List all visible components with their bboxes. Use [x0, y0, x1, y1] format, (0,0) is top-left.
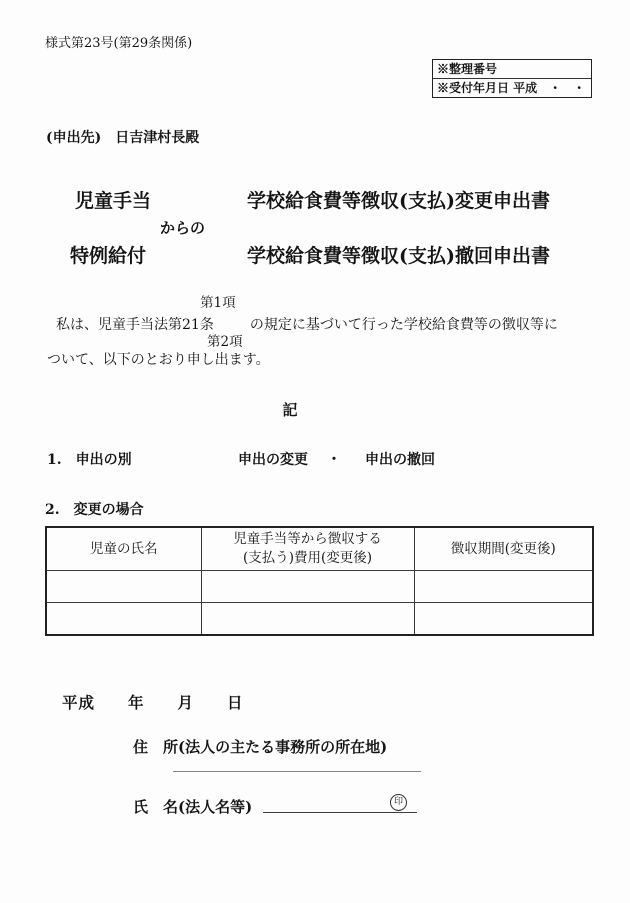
address-fill-line [173, 755, 421, 772]
table-row [46, 571, 593, 603]
office-use-stamp-box [432, 59, 592, 98]
item1-label: 1. 申出の別 [47, 452, 132, 468]
date-line: 平成 年 月 日 [62, 693, 244, 712]
clause-paragraph-2: 第2項 [207, 334, 243, 350]
col-header-cost [201, 527, 414, 571]
col-header-child-name: 児童の氏名 [46, 527, 201, 571]
col-header-cost-line1: 児童手当等から徴収する [233, 531, 382, 547]
ki-heading: 記 [282, 401, 298, 419]
cell-period-1 [414, 571, 593, 603]
name-fill-line [263, 795, 417, 813]
declaration-line-1-end: の規定に基づいて行った学校給食費等の徴収等に [249, 317, 558, 333]
cell-period-2 [414, 603, 593, 636]
title-child-allowance: 児童手当 [75, 190, 152, 212]
address-label: 住 所(法人の主たる事務所の所在地) [133, 738, 388, 756]
cell-child-name-2 [46, 603, 201, 636]
form-number: 様式第23号(第29条関係) [45, 36, 193, 51]
declaration-line-2: ついて、以下のとおり申し出ます。 [47, 352, 270, 368]
option-change: 申出の変更 [238, 452, 308, 468]
cell-cost-2 [201, 603, 414, 636]
option-withdraw: 申出の撤回 [365, 452, 435, 468]
option-separator-dot: ・ [327, 452, 341, 468]
received-date-row: ※受付年月日 平成 ・ ・ [437, 81, 586, 95]
table-row [46, 603, 593, 636]
title-special-benefit: 特例給付 [70, 245, 147, 267]
clause-paragraph-1: 第1項 [200, 295, 236, 311]
col-header-period: 徴収期間(変更後) [414, 527, 593, 571]
title-withdraw-application: 学校給食費等徴収(支払)撤回申出書 [247, 245, 550, 267]
cell-child-name-1 [46, 571, 201, 603]
table-header-row [46, 527, 593, 571]
addressee: (申出先) 日吉津村長殿 [46, 130, 200, 146]
declaration-line-1-start: 私は、児童手当法第21条 [56, 317, 214, 333]
reference-number-row: ※整理番号 [433, 60, 591, 79]
item2-label: 2. 変更の場合 [45, 502, 144, 518]
name-label: 氏 名(法人名等) [133, 798, 253, 816]
cell-cost-1 [201, 571, 414, 603]
col-header-cost-line2: (支払う)費用(変更後) [242, 550, 373, 566]
change-details-table [45, 526, 594, 636]
declaration-line-1 [56, 314, 558, 334]
seal-mark-icon: 印 [390, 794, 407, 811]
title-change-application: 学校給食費等徴収(支払)変更申出書 [247, 190, 550, 212]
title-connector: からの [160, 219, 206, 237]
